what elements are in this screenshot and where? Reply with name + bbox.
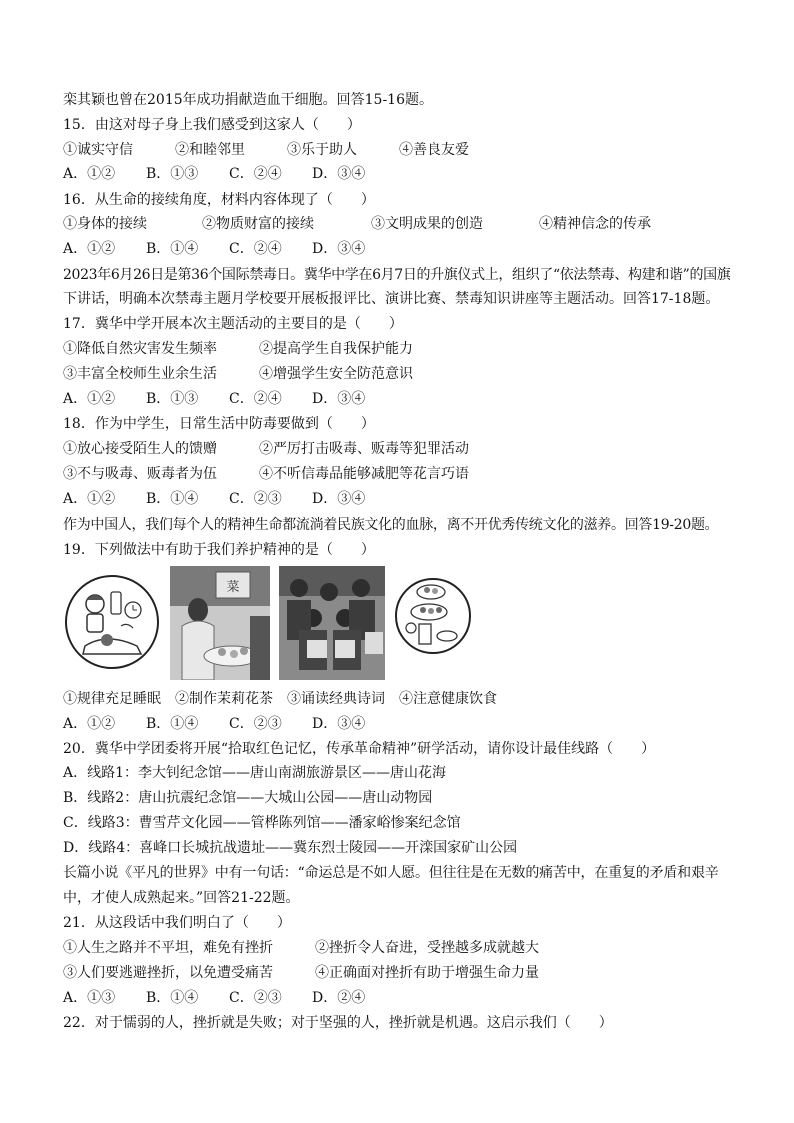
- question-19-caption: ①规律充足睡眠 ②制作茉莉花茶 ③诵读经典诗词 ④注意健康饮食: [63, 691, 497, 707]
- sleep-illustration: [63, 566, 161, 672]
- option: ③不与吸毒、贩毒者为伍: [63, 466, 217, 482]
- question-19-stem: 19．下列做法中有助于我们养护精神的是（ ）: [63, 542, 375, 558]
- question-17-stem: 17．冀华中学开展本次主题活动的主要目的是（ ）: [63, 316, 403, 332]
- option: ①放心接受陌生人的馈赠: [63, 441, 217, 457]
- choice-c: C．②③: [229, 491, 282, 507]
- question-17-options-row-2: [63, 364, 413, 384]
- option: ①诚实守信: [63, 142, 133, 158]
- question-21-options-row-1: [63, 938, 539, 958]
- question-15-options: [63, 140, 469, 160]
- question-15-choices: [63, 164, 365, 184]
- poster-char: 菜: [226, 580, 240, 595]
- choice-d: D．③④: [312, 241, 366, 257]
- question-16-choices: [63, 239, 365, 259]
- choice-a: A．①②: [63, 241, 116, 257]
- option: ④精神信念的传承: [539, 216, 651, 232]
- option: ④正确面对挫折有助于增强生命力量: [315, 965, 539, 981]
- choice-b: B．①④: [146, 990, 199, 1006]
- question-18-options-row-2: [63, 464, 469, 484]
- choice-b: B．①③: [146, 166, 199, 182]
- choice-d: D．③④: [312, 491, 366, 507]
- choice-a: A．①②: [63, 716, 116, 732]
- option: ②物质财富的接续: [202, 216, 314, 232]
- choice-c: C．②④: [229, 166, 282, 182]
- choice-c: C．②④: [229, 241, 282, 257]
- choice-a: A．①②: [63, 491, 116, 507]
- option: ②提高学生自我保护能力: [259, 341, 413, 357]
- choice-b: B．①④: [146, 716, 199, 732]
- route-option-b: B．线路2：唐山抗震纪念馆——大城山公园——唐山动物园: [63, 790, 433, 806]
- option: ①降低自然灾害发生频率: [63, 341, 217, 357]
- option: ②严厉打击吸毒、贩毒等犯罪活动: [259, 441, 469, 457]
- choice-c: C．②③: [229, 990, 282, 1006]
- choice-b: B．①④: [146, 491, 199, 507]
- material-17-18-line-1: 2023年6月26日是第36个国际禁毒日。冀华中学在6月7日的升旗仪式上，组织了“依法禁毒、构建和谐”的国旗: [63, 267, 731, 283]
- reciting-poems-photo: [279, 566, 385, 680]
- choice-d: D．③④: [312, 716, 366, 732]
- question-20-stem: 20．冀华中学团委将开展“拾取红色记忆，传承革命精神”研学活动，请你设计最佳线路（ ）: [63, 741, 656, 757]
- option: ②挫折令人奋进，受挫越多成就越大: [315, 940, 539, 956]
- option: ④增强学生安全防范意识: [259, 366, 413, 382]
- material-17-18-line-2: 下讲话，明确本次禁毒主题月学校要开展板报评比、演讲比赛、禁毒知识讲座等主题活动。回答17-18题。: [63, 291, 720, 307]
- question-22-stem: 22．对于懦弱的人，挫折就是失败；对于坚强的人，挫折就是机遇。这启示我们（ ）: [63, 1015, 613, 1031]
- question-18-choices: [63, 489, 365, 509]
- option: ③文明成果的创造: [371, 216, 483, 232]
- question-21-stem: 21．从这段话中我们明白了（ ）: [63, 915, 291, 931]
- question-15-stem: 15．由这对母子身上我们感受到这家人（ ）: [63, 117, 361, 133]
- question-17-choices: [63, 389, 365, 409]
- question-21-options-row-2: [63, 963, 539, 983]
- choice-a: A．①③: [63, 990, 116, 1006]
- choice-b: B．①③: [146, 391, 199, 407]
- question-18-options-row-1: [63, 439, 469, 459]
- question-18-stem: 18．作为中学生，日常生活中防毒要做到（ ）: [63, 416, 375, 432]
- option: ④善良友爱: [399, 142, 469, 158]
- route-option-c: C．线路3：曹雪芹文化园——管桦陈列馆——潘家峪惨案纪念馆: [63, 815, 461, 831]
- choice-d: D．③④: [312, 166, 366, 182]
- choice-c: C．②④: [229, 391, 282, 407]
- material-19-20: 作为中国人，我们每个人的精神生命都流淌着民族文化的血脉，离不开优秀传统文化的滋养。回答19-20题。: [63, 517, 719, 533]
- question-16-options: [63, 214, 651, 234]
- choice-c: C．②③: [229, 716, 282, 732]
- option: ①人生之路并不平坦，难免有挫折: [63, 940, 273, 956]
- material-21-22-line-1: 长篇小说《平凡的世界》中有一句话：“命运总是不如人愿。但往往是在无数的痛苦中，在重复的矛盾和艰辛: [63, 865, 719, 881]
- option: ④不听信毒品能够减肥等花言巧语: [259, 466, 469, 482]
- question-19-pictures: [63, 566, 483, 684]
- route-option-a: A．线路1：李大钊纪念馆——唐山南湖旅游景区——唐山花海: [63, 765, 447, 781]
- option: ①身体的接续: [63, 216, 147, 232]
- material-21-22-line-2: 中，才使人成熟起来。”回答21-22题。: [63, 890, 300, 906]
- option: ③人们要逃避挫折，以免遭受痛苦: [63, 965, 273, 981]
- tea-making-photo: [170, 566, 270, 680]
- question-19-choices: [63, 714, 365, 734]
- choice-a: A．①②: [63, 166, 116, 182]
- question-16-stem: 16．从生命的接续角度，材料内容体现了（ ）: [63, 192, 375, 208]
- option: ③丰富全校师生业余生活: [63, 366, 217, 382]
- question-21-choices: [63, 988, 365, 1008]
- choice-a: A．①②: [63, 391, 116, 407]
- question-17-options-row-1: [63, 339, 413, 359]
- choice-d: D．②④: [312, 990, 366, 1006]
- healthy-diet-illustration: [393, 566, 473, 662]
- choice-b: B．①④: [146, 241, 199, 257]
- material-tail-15-16: 栾其颖也曾在2015年成功捐献造血干细胞。回答15-16题。: [63, 92, 433, 108]
- option: ②和睦邻里: [175, 142, 245, 158]
- option: ③乐于助人: [287, 142, 357, 158]
- choice-d: D．③④: [312, 391, 366, 407]
- route-option-d: D．线路4：喜峰口长城抗战遗址——冀东烈士陵园——开滦国家矿山公园: [63, 840, 518, 856]
